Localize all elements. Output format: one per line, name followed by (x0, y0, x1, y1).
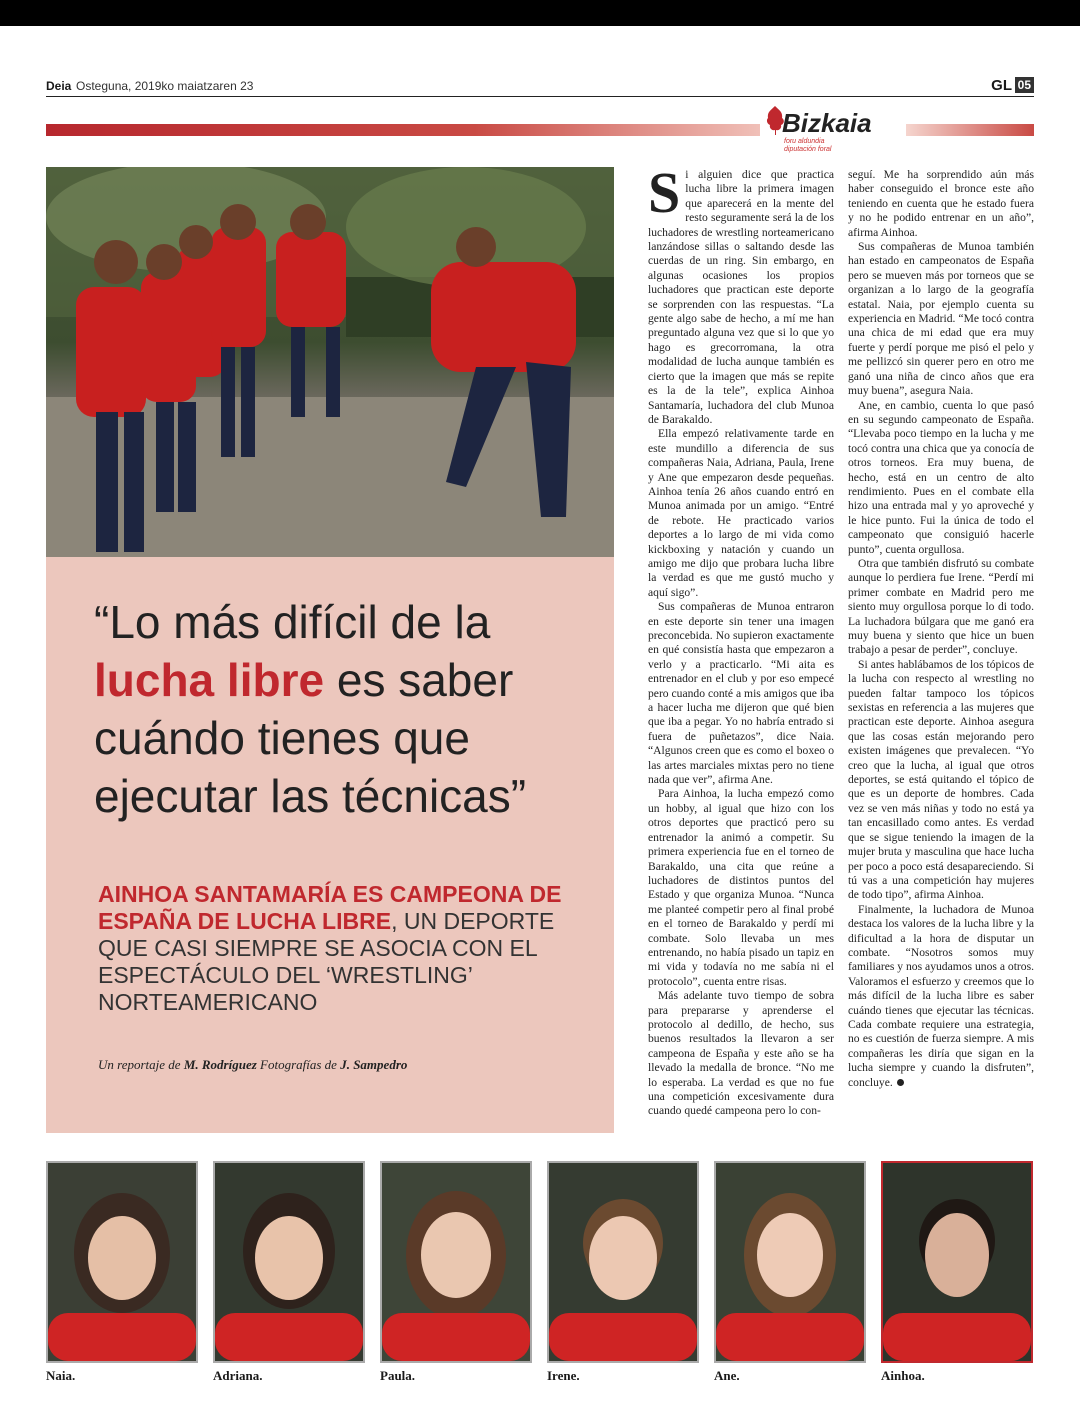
top-bar (0, 0, 1080, 26)
subheadline-rest: , UN DEPORTE QUE CASI SIEMPRE SE ASOCIA CON EL ESPECTÁCULO DEL ‘WRESTLING’ NORTEAMERICANO (98, 908, 555, 1015)
portrait-ane (714, 1161, 866, 1384)
article-paragraph: Ella empezó relativamente tarde en este mundillo a diferencia de sus compañeras Naia, Adriana, Paula, Irene y Ane que empezaron desde pequeñas. Ainhoa tenía 26 años cuando entró en Munoa animada por un amigo. “Entré de rebote. He practicado varios deportes a lo largo de mi vida como kickboxing y natación y cuando un amigo me dijo que probara lucha libre la verdad es que me gustó mucho y aquí sigo”. (648, 427, 834, 599)
drop-cap: S (648, 160, 681, 225)
byline-lead: Un reportaje de (98, 1057, 184, 1072)
portrait-caption: Naia. (46, 1368, 76, 1383)
portrait-caption: Adriana. (213, 1368, 263, 1383)
publication-name: Deia (46, 79, 72, 93)
logo-sub-es: diputación foral (784, 146, 832, 153)
portrait-photo (213, 1161, 365, 1363)
article-column-2 (848, 168, 1034, 1090)
quote-part-1: “Lo más difícil de la (94, 596, 491, 648)
subheadline (98, 881, 578, 1016)
portrait-caption: Irene. (547, 1368, 580, 1383)
article-paragraph: Sus compañeras de Munoa entraron en este deporte sin tener una imagen preconcebida. No supieron exactamente en qué consistía hasta que empezaron a verlo y a practicarlo. “Mi aita es entrenador en el club y por eso empecé pero cuando conté a mis amigos que iba a hacer lucha me dijeron que qué bien que iba a pegar. Yo no habría entrado si fuera de puñetazos”, dice Naia. “Algunos creen que es como el boxeo o las artes marciales mixtas pero no tiene nada que ver”, afirma Ane. (648, 600, 834, 787)
section-band-right (906, 124, 1034, 136)
byline-photo-lead: Fotografías de (256, 1057, 341, 1072)
issue-date: Osteguna, 2019ko maiatzaren 23 (76, 79, 254, 93)
end-mark-icon (897, 1079, 904, 1086)
logo-sub-eu: foru aldundia (784, 138, 825, 145)
portrait-caption: Paula. (380, 1368, 416, 1383)
bizkaia-logo (764, 104, 904, 156)
article-paragraph: Para Ainhoa, la lucha empezó como un hobby, al igual que hizo con los otros deportes que practicó pero su entrenador la animó a competir. Su primera experiencia fue en el torneo de Barakaldo, una cita que reúne a luchadores de distintos puntos del Estado y que organiza Munoa. “Nunca me planteé competir pero al final probé en el torneo de Barakaldo y perdí mi combate. Solo llevaba un mes entrenando, no había pisado un tapiz en mi vida y todavía no me sabía ni el protocolo”, cuenta entre risas. (648, 787, 834, 988)
section-band-left (46, 124, 760, 136)
page-header (46, 78, 1034, 97)
article-paragraph: Otra que también disfrutó su combate aunque lo perdiera fue Irene. “Perdí mi primer combate en Madrid pero me siento muy orgullosa porque lo di todo. La luchadora búlgara que me ganó era muy buena y siento que hice un buen trabajo a pesar de perder”, concluye. (848, 556, 1034, 657)
headline-panel (46, 557, 614, 1133)
subheadline-red: AINHOA SANTAMARÍA ES CAMPEONA DE ESPAÑA DE LUCHA LIBRE (98, 881, 562, 934)
article-paragraph: Finalmente, la luchadora de Munoa destaca los valores de la lucha libre y la dificultad a la hora de disputar un combate. “Nosotros somos muy familiares y nos ayudamos unos a otros. Valoramos el esfuerzo y creemos que lo más difícil de la lucha libre es saber cuándo tienes que ejecutar las técnicas. Cada combate requiere una estrategia, no es cuestión de fuerza siempre. A mis compañeras les diría que sigan en la lucha siempre y cuando la disfruten”, concluye. (848, 902, 1034, 1089)
page-number: 05 (1015, 77, 1034, 93)
article-paragraph: Si alguien dice que practica lucha libre la primera imagen que aparecerá en la mente del resto seguramente será la de los luchadores de wrestling norteamericano lanzándose sillas o saltando desde las cuerdas de un ring. Sin embargo, en algunas ocasiones los propios luchadores que practican este deporte se sorprenden con las respuestas. “La gente algo sabe de hecho, a mí me han preguntado alguna vez que si lo que yo hago es grecorromana, la otra modalidad de lucha aunque también es cierto que la imagen que más se repite es la de la tele”, explica Ainhoa Santamaría, luchadora del club Munoa de Barakaldo. (648, 160, 834, 426)
byline-photographer: J. Sampedro (340, 1057, 408, 1072)
portrait-photo (881, 1161, 1033, 1363)
portrait-caption: Ane. (714, 1368, 740, 1383)
portrait-ainhoa (881, 1161, 1033, 1384)
article-paragraph: Más adelante tuvo tiempo de sobra para prepararse y aprenderse el protocolo al dedillo, de hecho, sus buenos resultados la llevaron a ser campeona de España y este año se ha llevado la medalla de bronce. “No me lo esperaba. La verdad es que no fue una competición excesivamente dura cuando quedé campeona pero lo con- (648, 989, 834, 1118)
portrait-naia (46, 1161, 198, 1384)
logo-name: Bizkaia (782, 108, 872, 138)
quote-highlight: lucha libre (94, 654, 325, 706)
portrait-caption: Ainhoa. (881, 1368, 925, 1383)
article-column-1 (648, 160, 834, 1119)
article-paragraph: seguí. Me ha sorprendido aún más haber conseguido el bronce este año teniendo en cuenta que he estado fuera y no he podido entrenar en un año”, afirma Ainhoa. (848, 168, 1034, 239)
article-paragraph: Sus compañeras de Munoa también han estado en campeonatos de España pero se mueven más por torneos que se organizan a lo largo de la geografía estatal. Naia, por ejemplo cuenta su experiencia en Madrid. “Me tocó contra una chica de mi edad que era muy fuerte y perdí porque me pisó el pelo y me pellizcó sin querer pero en otro me ganó una niña de cinco años que era muy buena”, asegura Naia. (848, 240, 1034, 398)
article-paragraph: Ane, en cambio, cuenta lo que pasó en su segundo campeonato de España. “Llevaba poco tiempo en la lucha y me tocó contra una chica que ya conocía de otros torneos. Era muy buena, de hecho, está en un centro de alto rendimiento. Pues en el combate ella hizo una entrada mal y yo aproveché y le hice punto. Fui la única de todo el campeonato que consiguió hacerle punto”, cuenta orgullosa. (848, 398, 1034, 556)
portrait-photo (714, 1161, 866, 1363)
portrait-adriana (213, 1161, 365, 1384)
byline-author: M. Rodríguez (183, 1057, 257, 1072)
pull-quote (94, 593, 584, 825)
portrait-irene (547, 1161, 699, 1384)
portrait-paula (380, 1161, 532, 1384)
byline (98, 1057, 407, 1073)
section-label: GL (991, 77, 1012, 94)
portrait-photo (46, 1161, 198, 1363)
main-photo (46, 167, 614, 557)
portrait-photo (547, 1161, 699, 1363)
quote-part-2: es saber cuándo tienes que ejecutar las técnicas” (94, 654, 527, 822)
article-paragraph: Si antes hablábamos de los tópicos de la lucha con respecto al wrestling no pueden faltar tampoco los tópicos sexistas en referencia a las mujeres que practican este deporte. Ainhoa asegura que las cosas están mejorando pero existen imágenes que prevalecen. “Yo creo que la lucha, al igual que otros deportes, se está quitando el tópico de que es un deporte de hombres. Cada vez se ven más niñas y todo no está ya tan encasillado como antes. Es verdad que se sigue teniendo la imagen de la mujer bruta y masculina que hace lucha per poco a poco está desapareciendo. Si tú vas a una competición hay mujeres de todo tipo”, afirma Ainhoa. (848, 657, 1034, 902)
portrait-photo (380, 1161, 532, 1363)
portrait-strip (46, 1161, 1034, 1391)
